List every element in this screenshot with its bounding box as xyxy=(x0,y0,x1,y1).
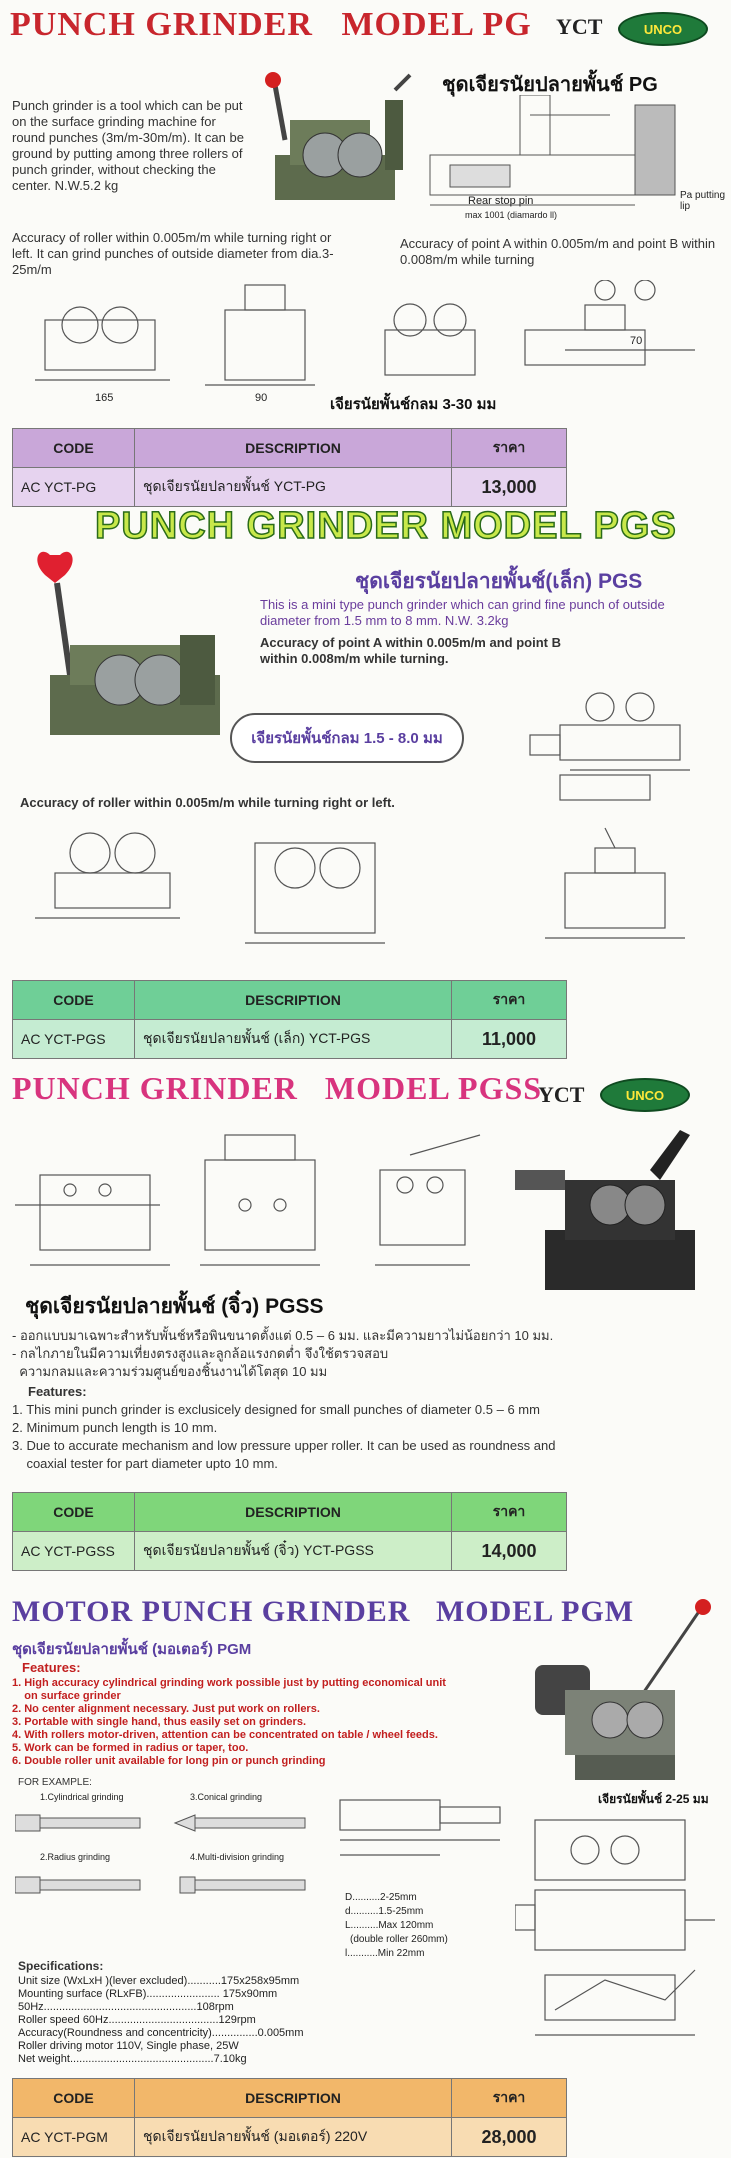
pg-price-table xyxy=(12,428,567,507)
pgs-accuracy-roller: Accuracy of roller within 0.005m/m while turning right or left. xyxy=(20,795,395,810)
pgs-range-cloud: เจียรนัยพั้นช์กลม 1.5 - 8.0 มม xyxy=(230,713,464,763)
pg-title: PUNCH GRINDER MODEL PG xyxy=(10,6,532,43)
pgm-technical-drawing xyxy=(515,1810,725,2060)
pgm-feature-3: 3. Portable with single hand, thus easily set on grinders. xyxy=(12,1716,307,1728)
pgs-description-cell: ชุดเจียรนัยปลายพั้นช์ (เล็ก) YCT-PGS xyxy=(135,1020,452,1059)
pgm-example-2: 2.Radius grinding xyxy=(40,1852,111,1862)
pg-dim-165: 165 xyxy=(95,392,114,404)
pg-code: AC YCT-PG xyxy=(13,468,135,507)
pg-accuracy-roller: Accuracy of roller within 0.005m/m while turning right or left. It can grind punches of outside diameter from dia.3-25m/m xyxy=(12,230,334,277)
pgm-range-label: เจียรนัยพั้นช์ 2-25 มม xyxy=(598,1792,709,1806)
pg-label-pa: Pa putting lip xyxy=(680,190,726,212)
pgs-gauge-diagram xyxy=(520,685,730,805)
pgs-header-code: CODE xyxy=(13,981,135,1020)
pgm-dim-1: D..........2-25mm xyxy=(345,1892,417,1903)
pgm-code: AC YCT-PGM xyxy=(13,2118,135,2157)
pg-dim-90: 90 xyxy=(255,392,268,404)
brand-yct: YCT xyxy=(556,14,603,39)
pgs-header-price: ราคา xyxy=(452,981,567,1020)
pgm-feature-1: 1. High accuracy cylindrical grinding work possible just by putting economical unit xyxy=(12,1677,446,1689)
pgss-price-table xyxy=(12,1492,567,1571)
pg-header-description: DESCRIPTION xyxy=(135,429,452,468)
pg-dim-70: 70 xyxy=(630,335,643,347)
pgm-header-description: DESCRIPTION xyxy=(135,2079,452,2118)
pgss-thai-bullet-1: - ออกแบบมาเฉพาะสำหรับพั้นช์หรือพินขนาดตั้งแต่ 0.5 – 6 มม. และมีความยาวไม่น้อยกว่า 10 มม. xyxy=(12,1328,554,1343)
pgm-spec-1: Unit size (WxLxH )(lever excluded)...........175x258x95mm xyxy=(18,1975,300,1987)
pg-accuracy-point: Accuracy of point A within 0.005m/m and point B within 0.008m/m while turning xyxy=(400,236,716,267)
pg-header-code: CODE xyxy=(13,429,135,468)
pgm-price: 28,000 xyxy=(452,2118,567,2157)
pgm-dim-5: l...........Min 22mm xyxy=(345,1948,425,1959)
pgm-feature-6: 6. Double roller unit available for long pin or punch grinding xyxy=(12,1755,326,1767)
pgs-machine-photo xyxy=(30,545,240,775)
unco-logo: UNCO xyxy=(618,12,708,46)
pg-range-label: เจียรนัยพั้นช์กลม 3-30 มม xyxy=(330,396,497,413)
pgm-spec-2: Mounting surface (RLxFB)........................ 175x90mm xyxy=(18,1988,278,2000)
pgss-header-price: ราคา xyxy=(452,1493,567,1532)
pgm-spec-5: Accuracy(Roundness and concentricity)...............0.005mm xyxy=(18,2027,304,2039)
pgm-price-table xyxy=(12,2078,567,2157)
pgss-feature-2: 2. Minimum punch length is 10 mm. xyxy=(12,1420,218,1435)
pgss-feature-4: coaxial tester for part diameter upto 10 mm. xyxy=(12,1456,278,1471)
brand-yct-2: YCT xyxy=(538,1082,585,1107)
pgm-thai-title: ชุดเจียรนัยปลายพั้นช์ (มอเตอร์) PGM xyxy=(12,1641,252,1658)
pgm-spec-label: Specifications: xyxy=(18,1959,104,1973)
unco-logo-2: UNCO xyxy=(600,1078,690,1112)
pg-header-price: ราคา xyxy=(452,429,567,468)
pgm-header-code: CODE xyxy=(13,2079,135,2118)
pgm-header-price: ราคา xyxy=(452,2079,567,2118)
pg-machine-photo xyxy=(245,60,415,230)
pgss-thai-title: ชุดเจียรนัยปลายพั้นช์ (จิ๋ว) PGSS xyxy=(25,1295,324,1318)
pgss-header-code: CODE xyxy=(13,1493,135,1532)
pgss-feature-1: 1. This mini punch grinder is exclusicely designed for small punches of diameter 0.5 – 6 mm xyxy=(12,1402,540,1417)
pg-label-max: max 1001 (diamardo ll) xyxy=(465,210,558,220)
pgss-features-label: Features: xyxy=(28,1384,87,1399)
pgm-dimension-diagram xyxy=(330,1775,520,1895)
pgss-technical-drawings xyxy=(10,1125,490,1295)
pg-price: 13,000 xyxy=(452,468,567,507)
pgm-spec-3: 50Hz..................................................108rpm xyxy=(18,2001,234,2013)
pgss-code: AC YCT-PGSS xyxy=(13,1532,135,1571)
pgm-title: MOTOR PUNCH GRINDER MODEL PGM xyxy=(12,1595,635,1628)
pgs-description: This is a mini type punch grinder which can grind fine punch of outside diameter from 1.5 mm to 8 mm. N.W. 3.2kg xyxy=(260,597,665,628)
pgs-code: AC YCT-PGS xyxy=(13,1020,135,1059)
pgm-machine-photo xyxy=(525,1595,725,1795)
pgss-thai-bullet-3: ความกลมและความร่วมศูนย์ของชิ้นงานได้โตสุด 10 มม xyxy=(12,1364,328,1379)
pg-technical-drawings xyxy=(5,280,725,410)
pgm-spec-4: Roller speed 60Hz....................................129rpm xyxy=(18,2014,256,2026)
pgm-feature-1b: on surface grinder xyxy=(12,1690,121,1702)
pgss-title: PUNCH GRINDER MODEL PGSS xyxy=(12,1070,543,1106)
pgm-dim-3: L..........Max 120mm xyxy=(345,1920,434,1931)
pgm-spec-7: Net weight...............................................7.10kg xyxy=(18,2053,247,2065)
pgss-price: 14,000 xyxy=(452,1532,567,1571)
pgm-example-3: 3.Conical grinding xyxy=(190,1792,263,1802)
pgss-feature-3: 3. Due to accurate mechanism and low pressure upper roller. It can be used as roundness and xyxy=(12,1438,556,1453)
pgm-feature-5: 5. Work can be formed in radius or taper, too. xyxy=(12,1742,249,1754)
pgm-example-1: 1.Cylindrical grinding xyxy=(40,1792,124,1802)
pgss-machine-photo xyxy=(510,1110,710,1310)
pgm-example-4: 4.Multi-division grinding xyxy=(190,1852,285,1862)
pgs-price-table xyxy=(12,980,567,1059)
pgm-description-cell: ชุดเจียรนัยปลายพั้นช์ (มอเตอร์) 220V xyxy=(135,2118,452,2157)
pgs-accuracy-point: Accuracy of point A within 0.005m/m and point B within 0.008m/m while turning. xyxy=(260,635,561,666)
pgs-title: PUNCH GRINDER MODEL PGS xyxy=(95,505,677,547)
pg-description: Punch grinder is a tool which can be put on the surface grinding machine for round punches (3m/m-30m/m). It can be ground by putting among three rollers of punch grinder, without checking the center. N.W.5.2 kg xyxy=(12,98,244,193)
pgs-header-description: DESCRIPTION xyxy=(135,981,452,1020)
pgss-header-description: DESCRIPTION xyxy=(135,1493,452,1532)
pgm-feature-2: 2. No center alignment necessary. Just put work on rollers. xyxy=(12,1703,320,1715)
pgm-dim-4: (double roller 260mm) xyxy=(350,1934,448,1945)
section-pgm xyxy=(0,1595,731,2158)
section-pg xyxy=(0,0,731,497)
pgm-example-label: FOR EXAMPLE: xyxy=(18,1777,92,1788)
pgm-feature-4: 4. With rollers motor-driven, attention can be concentrated on table / wheel feeds. xyxy=(12,1729,438,1741)
pgm-example-drawings xyxy=(15,1800,335,1910)
pgs-technical-drawings xyxy=(5,823,725,963)
section-pgs xyxy=(0,505,731,1055)
pgm-features-label: Features: xyxy=(22,1660,81,1675)
pg-label-rear-stop: Rear stop pin xyxy=(468,195,534,207)
pgss-description-cell: ชุดเจียรนัยปลายพั้นช์ (จิ๋ว) YCT-PGSS xyxy=(135,1532,452,1571)
pg-description-cell: ชุดเจียรนัยปลายพั้นช์ YCT-PG xyxy=(135,468,452,507)
pgs-price: 11,000 xyxy=(452,1020,567,1059)
pgss-thai-bullet-2: - กลไกภายในมีความเที่ยงตรงสูงและลูกล้อแรงกดต่ำ จึงใช้ตรวจสอบ xyxy=(12,1346,389,1361)
pgm-dim-2: d..........1.5-25mm xyxy=(345,1906,424,1917)
pgs-thai-title: ชุดเจียรนัยปลายพั้นช์(เล็ก) PGS xyxy=(355,570,643,593)
pg-thai-title: ชุดเจียรนัยปลายพั้นช์ PG xyxy=(442,74,658,96)
pgm-spec-6: Roller driving motor 110V, Single phase, 25W xyxy=(18,2040,239,2052)
section-pgss xyxy=(0,1070,731,1590)
pg-cross-section-diagram xyxy=(410,95,720,235)
